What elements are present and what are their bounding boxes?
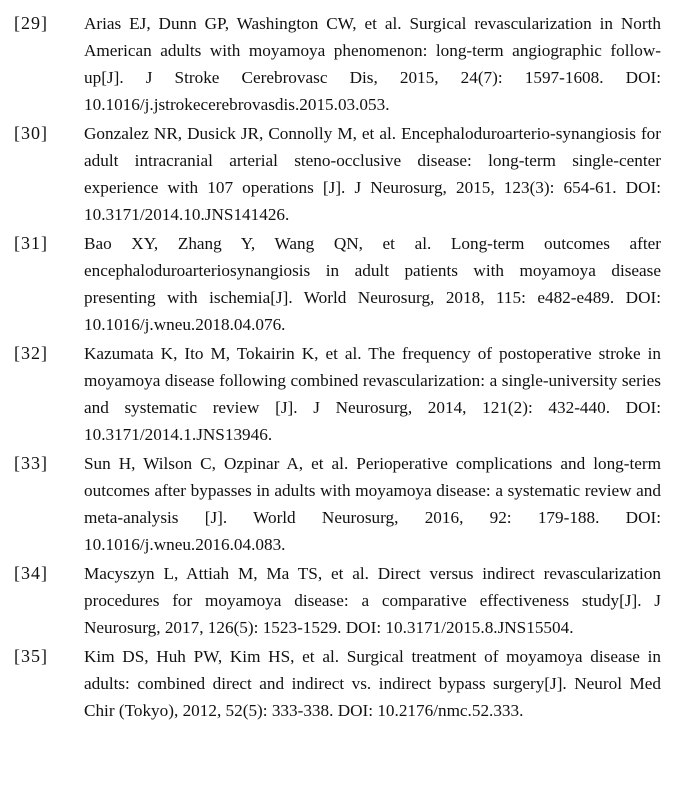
- reference-number: [31]: [14, 233, 48, 253]
- reference-list: [0, 10, 675, 726]
- reference-text: Kim DS, Huh PW, Kim HS, et al. Surgical treatment of moyamoya disease in adults: combined direct and indirect vs. indirect bypass surgery[J]. Neurol Med Chir (Tokyo), 2012, 52(5): 333-338. DOI: 10.2176/nmc.52.333.: [84, 647, 661, 720]
- reference-text: Sun H, Wilson C, Ozpinar A, et al. Perioperative complications and long-term outcomes after bypasses in adults with moyamoya disease: a systematic review and meta-analysis [J]. World Neurosurg, 2016, 92: 179-188. DOI: 10.1016/j.wneu.2016.04.083.: [84, 454, 661, 554]
- reference-item: [0, 450, 675, 558]
- reference-number: [32]: [14, 343, 48, 363]
- reference-item: [0, 10, 675, 118]
- reference-number: [30]: [14, 123, 48, 143]
- reference-item: [0, 230, 675, 338]
- reference-number: [34]: [14, 563, 48, 583]
- reference-item: [0, 560, 675, 641]
- reference-text: Kazumata K, Ito M, Tokairin K, et al. The frequency of postoperative stroke in moyamoya disease following combined revascularization: a single-university series and systematic review [J]. J Neurosurg, 2014, 121(2): 432-440. DOI: 10.3171/2014.1.JNS13946.: [84, 344, 661, 444]
- reference-number: [35]: [14, 646, 48, 666]
- reference-item: [0, 340, 675, 448]
- reference-item: [0, 643, 675, 724]
- reference-text: Arias EJ, Dunn GP, Washington CW, et al. Surgical revascularization in North American adults with moyamoya phenomenon: long-term angiographic follow-up[J]. J Stroke Cerebrovasc Dis, 2015, 24(7): 1597-1608. DOI: 10.1016/j.jstrokecerebrovasdis.2015.03.053.: [84, 14, 661, 114]
- reference-number: [33]: [14, 453, 48, 473]
- reference-number: [29]: [14, 13, 48, 33]
- reference-text: Gonzalez NR, Dusick JR, Connolly M, et al. Encephaloduroarterio-synangiosis for adult intracranial arterial steno-occlusive disease: long-term single-center experience with 107 operations [J]. J Neurosurg, 2015, 123(3): 654-61. DOI: 10.3171/2014.10.JNS141426.: [84, 124, 661, 224]
- reference-item: [0, 120, 675, 228]
- reference-text: Bao XY, Zhang Y, Wang QN, et al. Long-term outcomes after encephaloduroarteriosynangiosis in adult patients with moyamoya disease presenting with ischemia[J]. World Neurosurg, 2018, 115: e482-e489. DOI: 10.1016/j.wneu.2018.04.076.: [84, 234, 661, 334]
- reference-text: Macyszyn L, Attiah M, Ma TS, et al. Direct versus indirect revascularization procedures for moyamoya disease: a comparative effectiveness study[J]. J Neurosurg, 2017, 126(5): 1523-1529. DOI: 10.3171/2015.8.JNS15504.: [84, 564, 661, 637]
